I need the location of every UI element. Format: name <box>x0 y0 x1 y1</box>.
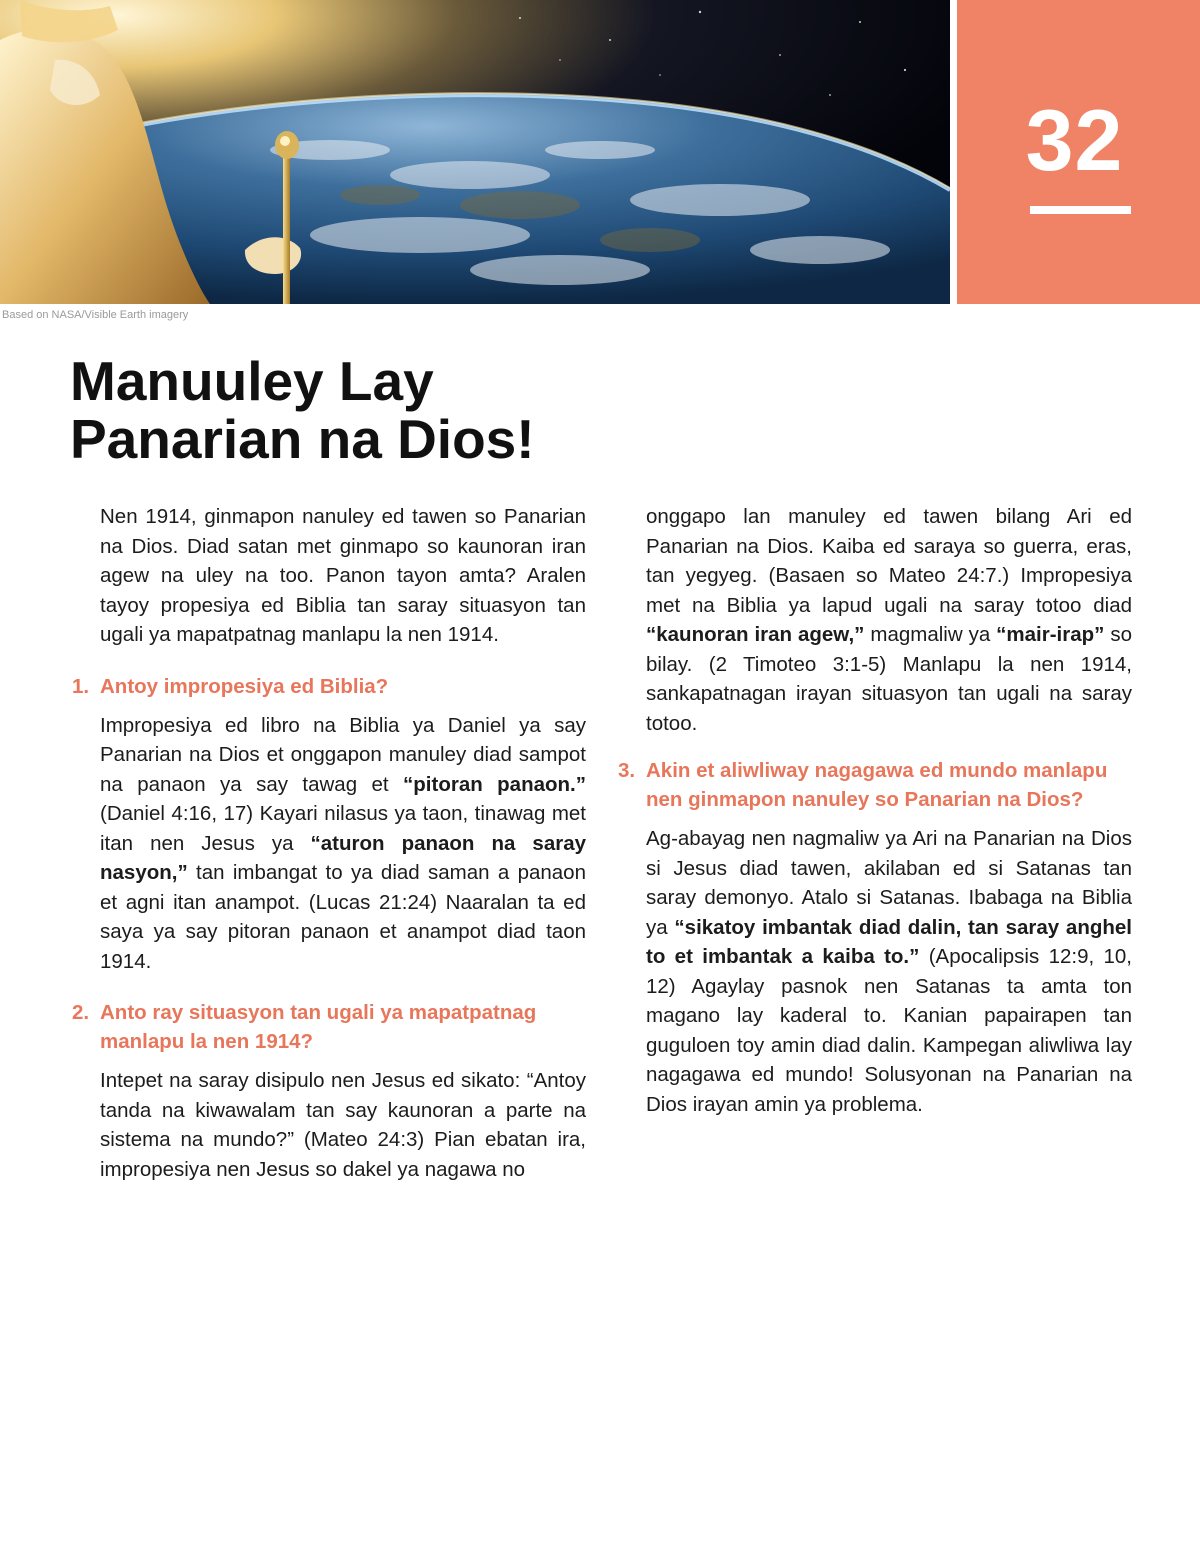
answer-2-emphasis-b-cont: “mair-irap” <box>996 623 1105 646</box>
answer-2-text-a: Intepet na saray disipulo nen Jesus ed sikato: “Antoy tanda na kiwawalam tan say kaunoran a parte na sistema na mundo?” (Mateo 24:3) Pian ebatan ira, impropesiya nen Jesus so dakel ya nagawa no <box>100 1069 586 1181</box>
king-overlooking-earth-image <box>0 0 950 304</box>
answer-3-paragraph <box>646 824 1132 1119</box>
question-2 <box>72 998 586 1056</box>
question-2-text: Anto ray situasyon tan ugali ya mapatpatnag manlapu la nen 1914? <box>100 1001 537 1053</box>
right-column <box>618 502 1132 1131</box>
answer-3-text-b: (Apocalipsis 12:9, 10, 12) Agaylay pasnok nen Satanas ta amta ton magano lay kaderal to. Kanian papairapen tan guguloen toy amin diad dalin. Kampegan aliwliwa lay nagagawa ed mundo! Solusyonan na Panarian na Dios irayan amin ya problema. <box>646 945 1132 1116</box>
answer-3-text-a: Ag-abayag nen nagmaliw ya Ari na Panarian na Dios si Jesus diad tawen, akilaban ed si Satanas tan saray demonyo. Atalo si Satanas. Ibabaga na Biblia ya <box>646 827 1132 939</box>
answer-2-continued <box>646 502 1132 738</box>
question-1-text: Antoy impropesiya ed Biblia? <box>100 674 389 698</box>
question-3-number: 3. <box>618 759 636 782</box>
answer-1-text-b: (Daniel 4:16, 17) Kayari nilasus ya taon, tinawag met itan nen Jesus ya <box>100 802 586 855</box>
hero-image <box>0 0 950 304</box>
title-line-1: Manuuley Lay <box>70 350 434 412</box>
answer-1-text-a: Impropesiya ed libro na Biblia ya Daniel ya say Panarian na Dios et onggapon manuley diad sampot na panaon ya say tawag et <box>100 713 586 796</box>
left-column <box>72 502 586 1196</box>
lesson-number-badge <box>957 0 1200 304</box>
answer-2-text-c-cont: so bilay. (2 Timoteo 3:1-5) Manlapu la nen 1914, sankapatnagan irayan situasyon tan ugali na saray totoo. <box>646 623 1132 735</box>
question-3 <box>618 756 1132 814</box>
badge-underline <box>1030 206 1131 214</box>
page-title <box>70 352 535 468</box>
question-1 <box>72 672 586 701</box>
answer-2-paragraph <box>100 1066 586 1184</box>
answer-1-paragraph <box>100 711 586 977</box>
answer-1-emphasis-a: “pitoran panaon.” <box>403 772 586 796</box>
intro-paragraph: Nen 1914, ginmapon nanuley ed tawen so Panarian na Dios. Diad satan met ginmapo so kaunoran iran agew na uley na too. Panon tayon amta? Aralen tayoy propesiya ed Biblia tan saray situasyon tan ugali ya mapatpatnag manlapu la nen 1914. <box>100 505 586 646</box>
answer-1-text-c: tan imbangat to ya diad saman a panaon et agni itan anampot. (Lucas 21:24) Naaralan ta ed saya ya say pitoran panaon et anampot diad taon 1914. <box>100 861 586 973</box>
question-1-number: 1. <box>72 674 90 698</box>
question-2-number: 2. <box>72 1001 90 1024</box>
answer-2-text-b-cont: magmaliw ya <box>864 623 997 646</box>
answer-2-text-a-cont: onggapo lan manuley ed tawen bilang Ari ed Panarian na Dios. Kaiba ed saraya so guerra, eras, tan yegyeg. (Basaen so Mateo 24:7.) Impropesiya met na Biblia ya lapud ugali na saray totoo diad <box>646 505 1132 617</box>
image-credit: Based on NASA/Visible Earth imagery <box>2 309 189 321</box>
answer-1-emphasis-b: “aturon panaon na saray nasyon,” <box>100 831 586 884</box>
question-3-text: Akin et aliwliway nagagawa ed mundo manlapu nen ginmapon nanuley so Panarian na Dios? <box>646 759 1108 811</box>
answer-2-emphasis-a-cont: “kaunoran iran agew,” <box>646 623 865 646</box>
lesson-number: 32 <box>1025 93 1124 189</box>
title-line-2: Panarian na Dios! <box>70 408 535 470</box>
answer-3-emphasis-a: “sikatoy imbantak diad dalin, tan saray anghel to et imbantak a kaiba to.” <box>646 915 1132 968</box>
